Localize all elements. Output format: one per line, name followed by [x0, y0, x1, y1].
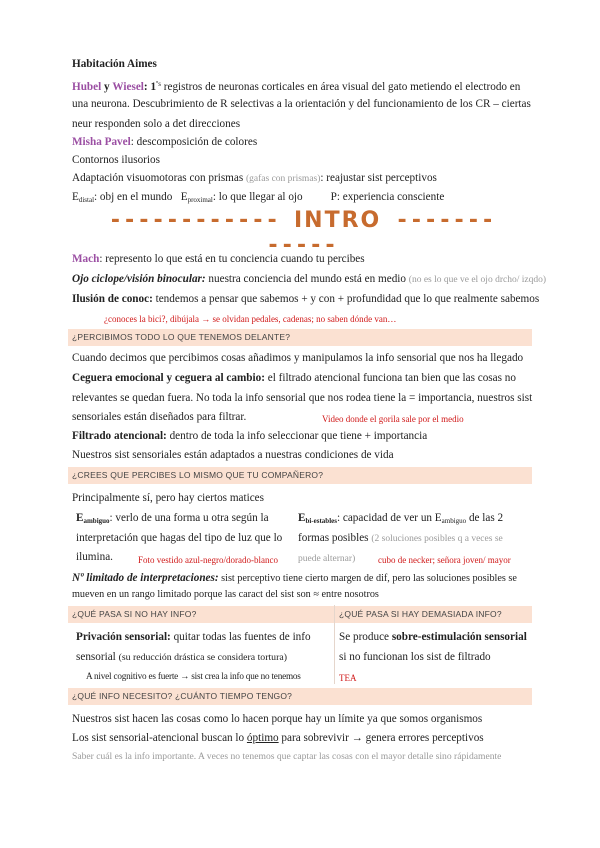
nlim-label: Nº limitado de interpretaciones:	[72, 572, 219, 584]
e-distal: E	[72, 191, 79, 203]
ambiguo-line-1	[76, 511, 269, 528]
band-label: ¿QUÉ INFO NECESITO? ¿CUÁNTO TIEMPO TENGO?	[72, 691, 293, 701]
privacion-label: Privación sensorial:	[76, 631, 171, 643]
privacion-note	[76, 630, 311, 644]
ceguera-line-2: relevantes se quedan fuera. No toda la info sensorial que nos rodea tiene la = importancia, nuestros sist	[72, 392, 533, 404]
e-distal-text: : obj en el mundo	[94, 191, 173, 203]
ceguera-text: el filtrado atencional funciona tan bien que las cosas no	[264, 372, 516, 384]
bi-text-1-sub: ambiguo	[441, 517, 467, 525]
section-band-no-info	[68, 606, 334, 623]
s4-optimo: óptimo	[246, 732, 279, 744]
privacion-line-2	[76, 650, 287, 665]
bi-text-1a: : capacidad de ver un E	[336, 512, 442, 524]
adaptacion-note	[72, 171, 437, 186]
ceguera-red-note: Video donde el gorila sale por el medio	[322, 414, 464, 424]
page-title: Habitación Aimes	[72, 58, 157, 70]
s4-line-1: Nuestros sist hacen las cosas como lo hacen porque hay un límite ya que somos organismos	[72, 713, 483, 725]
intro-word: INTRO	[293, 208, 382, 233]
sobre-text-b: sobre-estimulación sensorial	[391, 631, 527, 643]
hubel-wiesel-note	[72, 77, 520, 94]
privacion-text: quitar todas las fuentes de info	[170, 631, 311, 643]
biestable-line-2	[298, 531, 503, 546]
mach-name: Mach	[72, 253, 100, 265]
hubel-sup: ºs	[156, 80, 161, 88]
band-label: ¿QUÉ PASA SI HAY DEMASIADA INFO?	[339, 609, 502, 619]
hubel-line-2: una neurona. Descubrimiento de R selectivas a la orientación y del funcionamiento de los CR – ciertas	[72, 98, 531, 110]
ojo-grey: (no es lo que ve el ojo drcho/ izqdo)	[408, 275, 546, 285]
nlim-note	[72, 571, 517, 586]
ceguera-line-3: sensoriales están diseñados para filtrar.	[72, 411, 247, 423]
privacion-line-2b: (su reducción drástica se considera tortura)	[118, 652, 287, 663]
ojo-text: nuestra conciencia del mundo está en medio	[205, 273, 409, 285]
adaptacion-text-a: Adaptación visuomotoras con prismas	[72, 172, 246, 184]
section-band-crees	[68, 467, 532, 484]
ambiguo-line-3: ilumina.	[76, 551, 113, 563]
section-band-percibimos	[68, 329, 532, 346]
bi-e: E	[298, 512, 306, 524]
adaptados-note: Nuestros sist sensoriales están adaptados a nuestras condiciones de vida	[72, 449, 394, 461]
e-proximal-text: : lo que llegar al ojo	[212, 191, 303, 203]
s4-line-2	[72, 731, 484, 745]
amb-e: E	[76, 512, 84, 524]
adaptacion-grey: (gafas con prismas)	[246, 174, 321, 184]
filtrado-note	[72, 429, 427, 443]
biestable-red-note: cubo de necker; señora joven/ mayor	[378, 555, 511, 565]
section-band-demasiada-info	[335, 606, 532, 623]
filtrado-text: dentro de toda la info seleccionar que tiene + importancia	[166, 430, 428, 442]
sobre-text-a: Se produce	[339, 631, 392, 643]
and-connector: y	[104, 81, 110, 93]
mach-note	[72, 252, 365, 266]
intro-dashes-left: ------------	[108, 208, 280, 233]
nlim-text: sist perceptivo tiene cierto margen de dif, pero las soluciones posibles se	[218, 573, 517, 584]
tea-note: TEA	[339, 673, 357, 683]
filtrado-label: Filtrado atencional:	[72, 430, 167, 442]
ambiguo-red-note: Foto vestido azul-negro/dorado-blanco	[138, 555, 278, 565]
ojo-label: Ojo ciclope/visión binocular:	[72, 273, 206, 285]
sobre-line-2: si no funcionan los sist de filtrado	[339, 651, 491, 663]
column-divider	[334, 605, 335, 684]
band-label: ¿QUÉ PASA SI NO HAY INFO?	[72, 609, 197, 619]
nlim-line-2: mueven en un rango limitado porque las caract del sist son ≈ entre nosotros	[72, 589, 379, 600]
ilusion-label: Ilusión de conoc:	[72, 293, 153, 305]
misha-text: : descomposición de colores	[130, 136, 258, 148]
intro-dashes-right: ------------	[266, 208, 496, 258]
ilusion-note	[72, 292, 539, 306]
bi-text-2: formas posibles	[298, 532, 372, 544]
misha-name: Misha Pavel	[72, 136, 131, 148]
band-label: ¿PERCIBIMOS TODO LO QUE TENEMOS DELANTE?	[72, 332, 291, 342]
ilusion-red-note: ¿conoces la bici?, dibújala → se olvidan pedales, cadenas; no saben dónde van…	[104, 314, 397, 324]
e-distal-sub: distal	[78, 196, 95, 204]
adaptacion-text-b: : reajustar sist perceptivos	[320, 172, 437, 184]
privacion-line-2a: sensorial	[76, 651, 119, 663]
biestable-grey-2: puede alternar)	[298, 554, 356, 564]
contornos-note: Contornos ilusorios	[72, 154, 160, 166]
ceguera-note	[72, 371, 516, 385]
hubel-text: registros de neuronas corticales en área visual del gato metiendo el electrodo en	[160, 81, 521, 93]
hubel-line-3: neur responden solo a det direcciones	[72, 118, 241, 130]
band-label: ¿CREES QUE PERCIBES LO MISMO QUE TU COMPAÑERO?	[72, 470, 324, 480]
hubel-colon: : 1	[143, 81, 157, 93]
e-proximal: E	[180, 191, 188, 203]
privacion-line-3: A nivel cognitivo es fuerte → sist crea la info que no tenemos	[86, 671, 301, 681]
wiesel-name: Wiesel	[112, 81, 144, 93]
ceguera-label: Ceguera emocional y ceguera al cambio:	[72, 372, 265, 384]
e-proximal-sub: proximal	[187, 196, 213, 204]
s4-line-2a: Los sist sensorial-atencional buscan lo	[72, 732, 247, 744]
ilusion-text: tendemos a pensar que sabemos + y con + profundidad que lo que realmente sabemos	[152, 293, 540, 305]
s4-line-3: Saber cuál es la info importante. A veces no tenemos que captar las cosas con el mayor detalle sino rápidamente	[72, 751, 502, 762]
biestable-line-1	[298, 511, 503, 528]
bi-grey-1: (2 soluciones posibles q a veces se	[371, 534, 503, 544]
misha-note	[72, 135, 257, 149]
hubel-name: Hubel	[72, 81, 102, 93]
s4-line-2b: para sobrevivir → genera errores perceptivos	[278, 732, 484, 744]
p-text: P: experiencia consciente	[330, 191, 445, 203]
sobre-note	[339, 630, 527, 644]
bi-sub: bi-estables	[305, 517, 337, 525]
bi-text-1b: de las 2	[466, 512, 504, 524]
principal-note: Principalmente sí, pero hay ciertos matices	[72, 492, 264, 504]
ojo-note	[72, 272, 546, 287]
section-band-que-info	[68, 688, 532, 705]
amb-sub: ambiguo	[83, 517, 110, 525]
intro-heading	[102, 208, 502, 258]
estimulo-note	[72, 190, 444, 207]
ambiguo-line-2: interpretación que hagas del tipo de luz que lo	[76, 532, 283, 544]
mach-text: : represento lo que está en tu conciencia cuando tu percibes	[99, 253, 365, 265]
s1-line-1: Cuando decimos que percibimos cosas añadimos y manipulamos la info sensorial que nos ha llegado	[72, 352, 524, 364]
amb-text-1: : verlo de una forma u otra según la	[109, 512, 269, 524]
